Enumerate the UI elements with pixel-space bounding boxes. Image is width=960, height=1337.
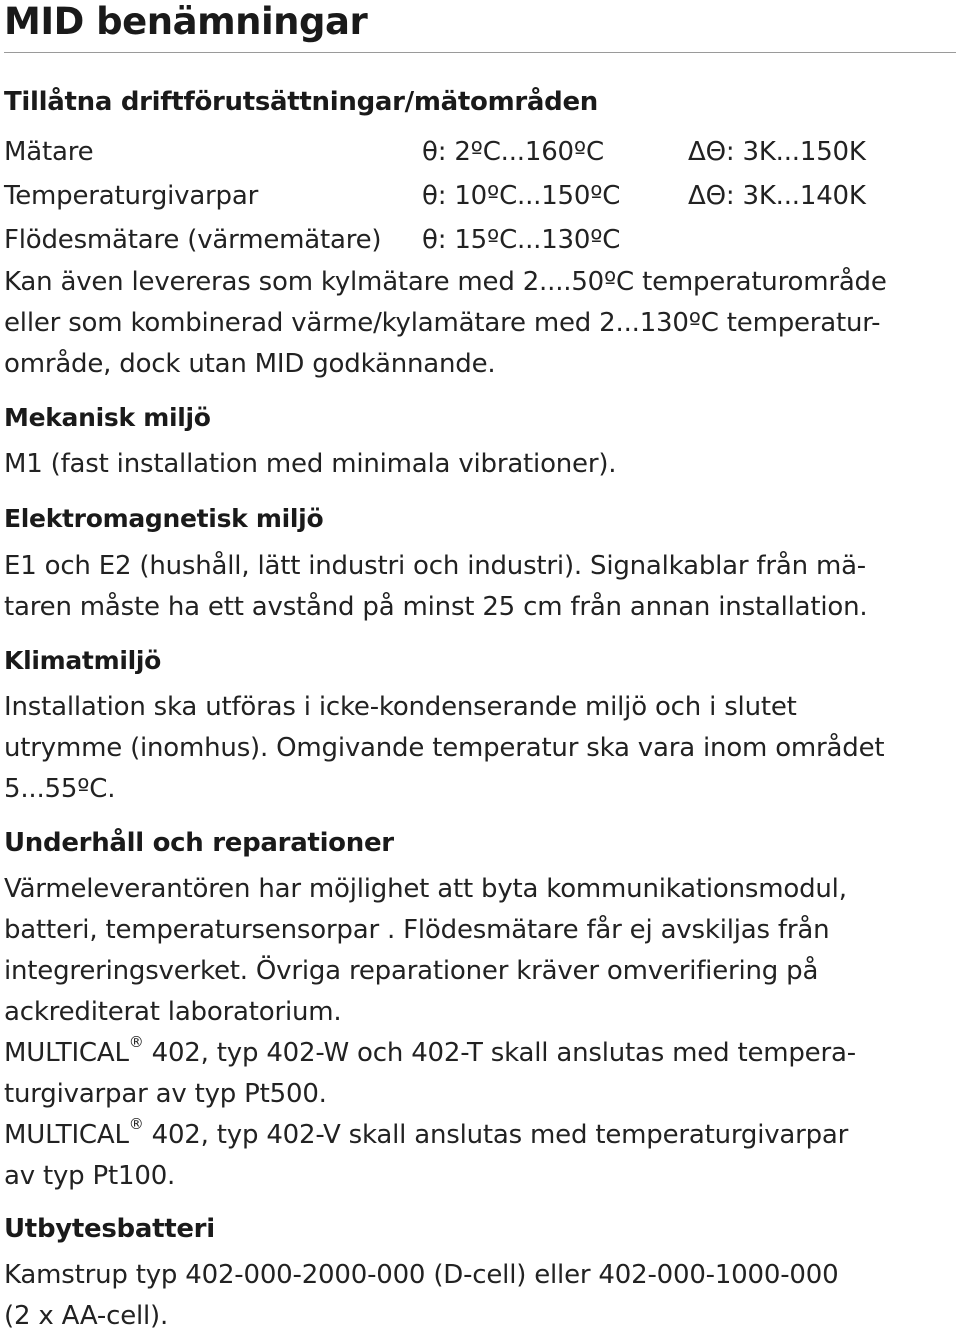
text-line: Kamstrup typ 402-000-2000-000 (D-cell) eller 402-000-1000-000 bbox=[4, 1260, 839, 1290]
text-line: M1 (fast installation med minimala vibrationer). bbox=[4, 449, 617, 479]
range-row-flow-meter bbox=[4, 220, 956, 261]
text-fragment: 402, typ 402-V skall anslutas med temperaturgivarpar bbox=[143, 1120, 849, 1150]
text-line: utrymme (inomhus). Omgivande temperatur ska vara inom området bbox=[4, 733, 885, 763]
section-heading-climate: Klimatmiljö bbox=[4, 646, 162, 675]
range-label: Flödesmätare (värmemätare) bbox=[4, 225, 382, 255]
range-theta: θ: 15ºC...130ºC bbox=[422, 225, 621, 255]
text-line: område, dock utan MID godkännande. bbox=[4, 349, 496, 379]
text-line: (2 x AA-cell). bbox=[4, 1301, 169, 1331]
section-heading-maintenance: Underhåll och reparationer bbox=[4, 828, 394, 858]
battery-text bbox=[4, 1255, 954, 1337]
range-label: Temperaturgivarpar bbox=[4, 181, 259, 211]
text-line: av typ Pt100. bbox=[4, 1161, 176, 1191]
mechanical-text bbox=[4, 444, 954, 485]
brand-name: MULTICAL bbox=[4, 1120, 129, 1150]
text-fragment: 402, typ 402-W och 402-T skall anslutas med tempera- bbox=[143, 1038, 856, 1068]
text-line: E1 och E2 (hushåll, lätt industri och industri). Signalkablar från mä- bbox=[4, 551, 866, 581]
registered-mark: ® bbox=[128, 1115, 144, 1134]
conditions-note bbox=[4, 262, 954, 385]
brand-name: MULTICAL bbox=[4, 1038, 129, 1068]
title-divider bbox=[4, 52, 956, 53]
text-line: 5...55ºC. bbox=[4, 774, 116, 804]
range-label: Mätare bbox=[4, 137, 94, 167]
text-line: batteri, temperatursensorpar . Flödesmätare får ej avskiljas från bbox=[4, 915, 830, 945]
section-heading-conditions: Tillåtna driftförutsättningar/mätområden bbox=[4, 87, 598, 117]
text-line: turgivarpar av typ Pt500. bbox=[4, 1079, 327, 1109]
page-title: MID benämningar bbox=[4, 0, 368, 43]
electromagnetic-text bbox=[4, 546, 954, 628]
range-row-meter bbox=[4, 132, 956, 173]
text-line bbox=[4, 1033, 954, 1074]
range-theta: θ: 2ºC...160ºC bbox=[422, 137, 604, 167]
section-heading-battery: Utbytesbatteri bbox=[4, 1214, 215, 1244]
text-line bbox=[4, 1115, 954, 1156]
maintenance-text bbox=[4, 869, 954, 1197]
range-delta: ΔΘ: 3K...150K bbox=[688, 137, 866, 167]
text-line: Värmeleverantören har möjlighet att byta kommunikationsmodul, bbox=[4, 874, 847, 904]
text-line: Kan även levereras som kylmätare med 2....50ºC temperaturområde bbox=[4, 267, 887, 297]
section-heading-electromagnetic: Elektromagnetisk miljö bbox=[4, 504, 324, 533]
climate-text bbox=[4, 687, 954, 810]
text-line: Installation ska utföras i icke-kondenserande miljö och i slutet bbox=[4, 692, 797, 722]
section-heading-mechanical: Mekanisk miljö bbox=[4, 403, 211, 432]
range-theta: θ: 10ºC...150ºC bbox=[422, 181, 621, 211]
text-line: taren måste ha ett avstånd på minst 25 cm från annan installation. bbox=[4, 592, 868, 622]
registered-mark: ® bbox=[128, 1033, 144, 1052]
text-line: integreringsverket. Övriga reparationer kräver omverifiering på bbox=[4, 956, 819, 986]
range-row-sensor-pair bbox=[4, 176, 956, 217]
text-line: ackrediterat laboratorium. bbox=[4, 997, 342, 1027]
text-line: eller som kombinerad värme/kylamätare med 2...130ºC temperatur- bbox=[4, 308, 881, 338]
range-delta: ΔΘ: 3K...140K bbox=[688, 181, 866, 211]
